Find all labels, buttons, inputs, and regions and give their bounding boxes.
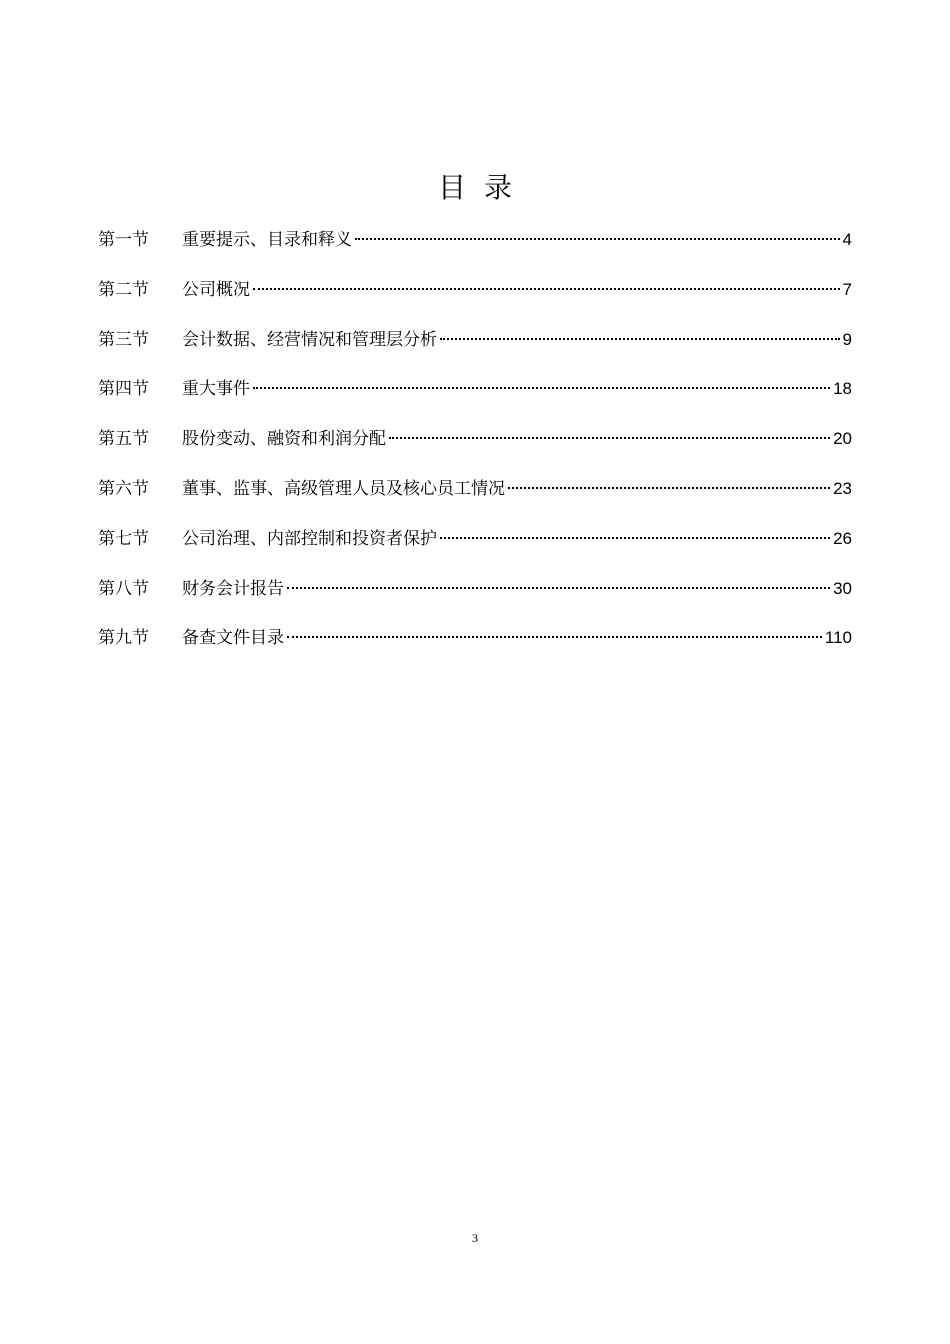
toc-section-title: 股份变动、融资和利润分配 (182, 429, 386, 450)
toc-section-number: 第四节 (98, 379, 149, 400)
toc-section-title: 董事、监事、高级管理人员及核心员工情况 (182, 478, 505, 499)
toc-entry[interactable] (98, 620, 852, 670)
toc-section-title: 会计数据、经营情况和管理层分析 (182, 329, 437, 350)
toc-page-number: 18 (833, 379, 852, 399)
toc-dot-leader (440, 537, 830, 539)
toc-page-number: 20 (833, 429, 852, 449)
toc-page-number: 26 (833, 528, 852, 548)
toc-page-number: 110 (824, 628, 852, 648)
toc-page-number: 7 (842, 279, 852, 299)
page-footer-number: 3 (472, 1231, 478, 1245)
toc-dot-leader (355, 238, 840, 240)
toc-section-number: 第三节 (98, 329, 149, 350)
toc-section-number: 第七节 (98, 528, 149, 549)
toc-entry[interactable] (98, 272, 852, 322)
toc-section-number: 第五节 (98, 429, 149, 450)
toc-dot-leader (287, 587, 830, 589)
toc-dot-leader (508, 487, 830, 489)
toc-entry[interactable] (98, 471, 852, 521)
toc-entry[interactable] (98, 322, 852, 372)
page-title: 目录 (437, 171, 530, 204)
toc-page-number: 4 (842, 230, 852, 249)
toc-entry[interactable] (98, 371, 852, 421)
toc-dot-leader (440, 338, 840, 340)
toc-section-title: 公司治理、内部控制和投资者保护 (182, 528, 437, 549)
toc-entry[interactable] (98, 521, 852, 571)
toc-page-number: 30 (833, 578, 852, 598)
toc-section-number: 第二节 (98, 279, 149, 300)
toc-entry[interactable] (98, 222, 852, 272)
toc-dot-leader (253, 288, 840, 290)
toc-section-number: 第一节 (98, 230, 149, 250)
toc-page-number: 9 (842, 329, 852, 349)
toc-section-title: 公司概况 (182, 279, 250, 300)
toc-dot-leader (287, 636, 822, 638)
toc-section-title: 备查文件目录 (182, 628, 284, 649)
toc-section-number: 第八节 (98, 578, 149, 599)
toc-entry[interactable] (98, 571, 852, 621)
toc-section-number: 第九节 (98, 628, 149, 649)
toc-section-title: 重要提示、目录和释义 (182, 230, 352, 250)
toc-dot-leader (253, 387, 830, 389)
toc-section-title: 财务会计报告 (182, 578, 284, 599)
toc-section-title: 重大事件 (182, 379, 250, 400)
toc-section-number: 第六节 (98, 478, 149, 499)
toc-dot-leader (389, 437, 830, 439)
toc-entry[interactable] (98, 421, 852, 471)
toc-page-number: 23 (833, 478, 852, 498)
table-of-contents (98, 222, 852, 670)
